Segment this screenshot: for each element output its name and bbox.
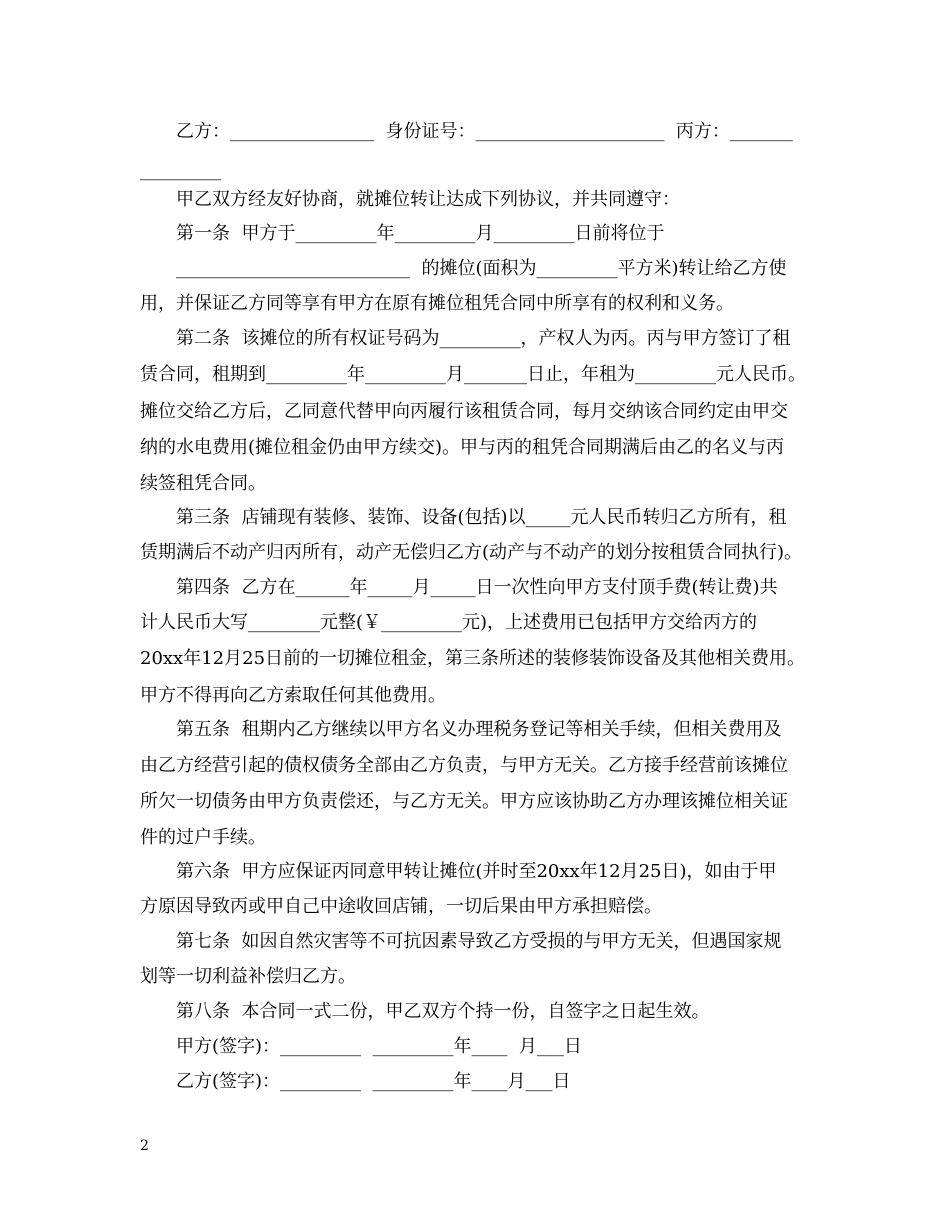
article-2-line: 摊位交给乙方后，乙同意代替甲向丙履行该租赁合同，每月交纳该合同约定由甲交 bbox=[140, 401, 788, 422]
article-5-line: 所欠一切债务由甲方负责偿还，与乙方无关。甲方应该协助乙方办理该摊位相关证 bbox=[140, 791, 788, 812]
article-1-line: __________________________ 的摊位(面积为_________平方米)转让给乙方使 bbox=[176, 258, 787, 279]
article-3-line: 第三条 店铺现有装修、装饰、设备(包括)以_____元人民币转归乙方所有，租 bbox=[176, 507, 787, 528]
article-7-line: 划等一切利益补偿归乙方。 bbox=[140, 966, 356, 987]
article-5-line: 第五条 租期内乙方继续以甲方名义办理税务登记等相关手续，但相关费用及 bbox=[176, 719, 782, 740]
page-number: 2 bbox=[140, 1138, 149, 1154]
article-8-line: 第八条 本合同一式二份，甲乙双方个持一份，自签字之日起生效。 bbox=[176, 1001, 710, 1022]
article-2-line: 第二条 该摊位的所有权证号码为_________，产权人为丙。丙与甲方签订了租 bbox=[176, 328, 791, 349]
party-b-signature-line: 乙方(签字)：_________ _________年____月___日 bbox=[176, 1071, 571, 1092]
article-2-line: 赁合同，租期到_________年_________月_______日止，年租为_________元人民币。 bbox=[140, 364, 806, 385]
article-2-line: 纳的水电费用(摊位租金仍由甲方续交)。甲与丙的租凭合同期满后由乙的名义与丙 bbox=[140, 437, 785, 458]
article-6-line: 方原因导致丙或甲自己中途收回店铺，一切后果由甲方承担赔偿。 bbox=[140, 896, 662, 917]
party-b-id-line: 乙方：________________ 身份证号：_____________________ 丙方：_______ bbox=[176, 121, 793, 142]
article-3-line: 赁期满后不动产归丙所有，动产无偿归乙方(动产与不动产的划分按租赁合同执行)。 bbox=[140, 542, 803, 563]
party-a-signature-line: 甲方(签字)：_________ _________年____ 月___日 bbox=[176, 1036, 582, 1057]
article-7-line: 第七条 如因自然灾害等不可抗因素导致乙方受损的与甲方无关，但遇国家规 bbox=[176, 931, 782, 952]
article-1-line: 用，并保证乙方同等享有甲方在原有摊位租凭合同中所享有的权利和义务。 bbox=[140, 293, 734, 314]
article-2-line: 续签租凭合同。 bbox=[140, 473, 266, 494]
article-1-line: 第一条 甲方于_________年_________月_________日前将位于 bbox=[176, 223, 665, 244]
article-5-line: 由乙方经营引起的债权债务全部由乙方负责，与甲方无关。乙方接手经营前该摊位 bbox=[140, 755, 788, 776]
article-4-line: 第四条 乙方在______年_____月_____日一次性向甲方支付顶手费(转让费)共 bbox=[176, 577, 778, 598]
article-4-line: 甲方不得再向乙方索取任何其他费用。 bbox=[140, 685, 446, 706]
article-5-line: 件的过户手续。 bbox=[140, 827, 266, 848]
article-4-line: 20xx年12月25日前的一切摊位租金，第三条所述的装修装饰设备及其他相关费用。 bbox=[140, 648, 806, 669]
text-line: _________ bbox=[140, 160, 221, 181]
intro-paragraph: 甲乙双方经友好协商，就摊位转让达成下列协议，并共同遵守： bbox=[176, 189, 680, 210]
article-4-line: 计人民币大写________元整(￥_________元)，上述费用已包括甲方交给丙方的 bbox=[140, 612, 758, 633]
article-6-line: 第六条 甲方应保证丙同意甲转让摊位(并时至20xx年12月25日)，如由于甲 bbox=[176, 861, 777, 882]
